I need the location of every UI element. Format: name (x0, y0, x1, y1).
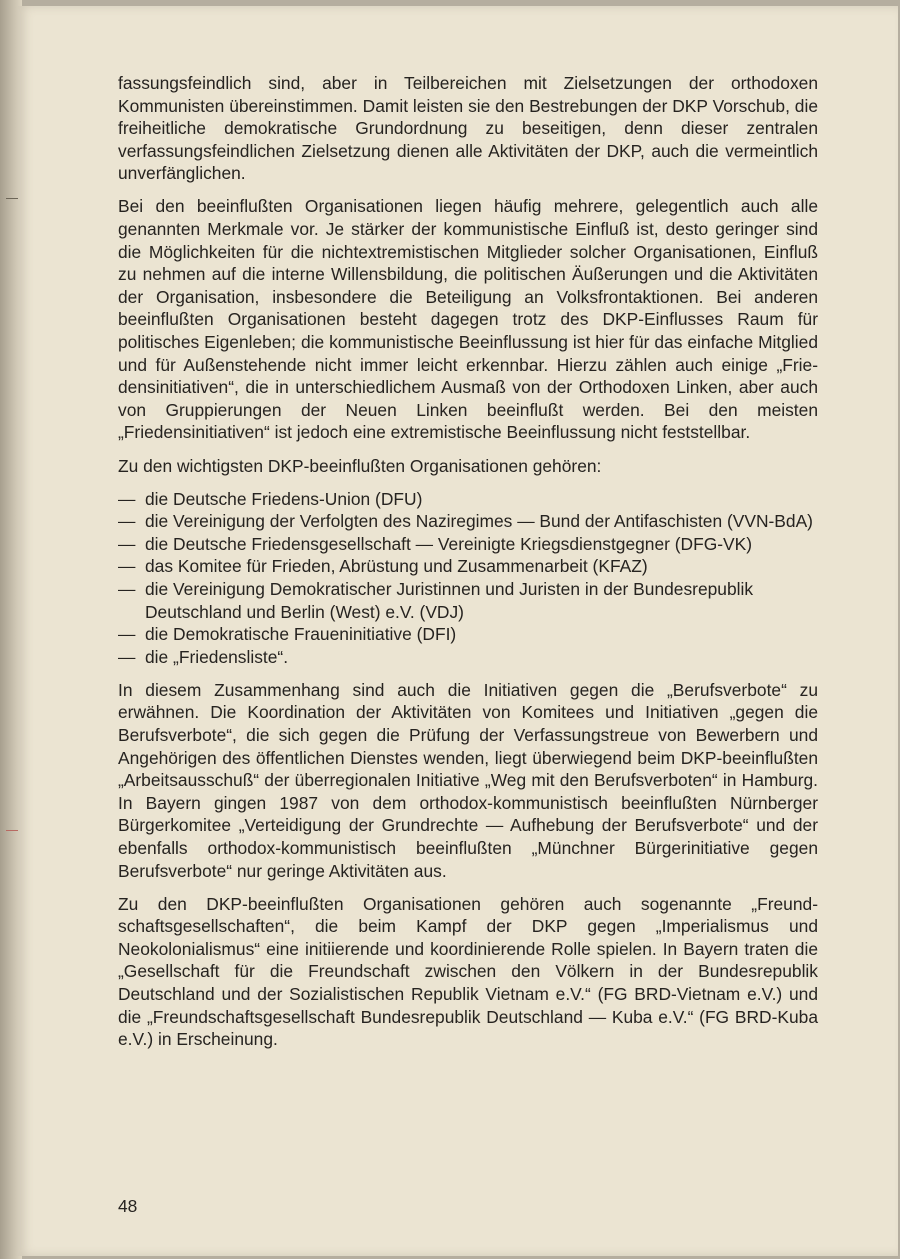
organization-list (118, 488, 818, 669)
paragraph-4: In diesem Zusammenhang sind auch die Initiativen gegen die „Berufsverbote“ zu erwähnen. Die Koordination der Aktivitäten von Komitees und Initiativen „gegen die Berufsverbote“, die sich gegen die Prüfung der Verfassungstreue von Bewerbern und Angehörigen des öffentlichen Dienstes wenden, liegt überwiegend beim DKP-beeinflußten „Arbeitsausschuß“ der überregionalen Initiative „Weg mit den Berufsverboten“ in Hamburg. In Bayern gingen 1987 von dem orthodox-kommunistisch beeinflußten Nürnberger Bürgerkomitee „Verteidigung der Grundrechte — Aufhebung der Berufsverbote“ und der ebenfalls orthodox-kommunistisch beeinflußten „Münchner Bürgerinitiative gegen Berufsverbote“ nur geringe Aktivitäten aus. (118, 679, 818, 881)
list-item: — die Demokratische Fraueninitiative (DFI) (118, 623, 818, 646)
list-item: — das Komitee für Frieden, Abrüstung und Zusammenarbeit (KFAZ) (118, 555, 818, 578)
paragraph-2: Bei den beeinflußten Organisationen liegen häufig mehrere, gelegentlich auch alle genannten Merkmale vor. Je stärker der kommunistische Einfluß ist, desto geringer sind die Möglichkeiten für die nichtextremistischen Mitglieder solcher Organisationen, Einfluß zu nehmen auf die interne Willensbildung, die politischen Äußerungen und die Aktivitäten der Organisation, insbesondere die Beteiligung an Volksfrontaktionen. Bei anderen beeinflußten Organisationen besteht dagegen trotz des DKP-Einflusses Raum für politisches Eigenleben; die kommunistische Beeinflussung ist hier für das einfache Mitglied und für Außenstehende nicht immer leicht erkennbar. Hierzu zählen auch einige „Friedensinitiativen“, die in unterschiedlichem Ausmaß von der Orthodoxen Linken, aber auch von Gruppierungen der Neuen Linken beeinflußt werden. Bei den meisten „Friedensinitiativen“ ist jedoch eine extremistische Beeinflussung nicht feststellbar. (118, 196, 818, 443)
list-item: — die Deutsche Friedensgesellschaft — Vereinigte Kriegsdienstgegner (DFG-VK) (118, 533, 818, 556)
paragraph-1: fassungsfeindlich sind, aber in Teilbereichen mit Zielsetzungen der orthodoxen Kommunisten übereinstimmen. Damit leisten sie den Bestrebungen der DKP Vorschub, die freiheitliche demokratische Grundordnung zu beseitigen, denn dieser zentralen verfassungsfeindlichen Zielsetzung dienen alle Aktivitäten der DKP, auch die vermeintlich unverfänglichen. (118, 73, 818, 184)
page-number: 48 (118, 1196, 138, 1216)
list-item: — die Vereinigung Demokratischer Juristinnen und Juristen in der Bundesrepublik Deutschland und Berlin (West) e.V. (VDJ) (118, 578, 818, 623)
list-item: — die Vereinigung der Verfolgten des Naziregimes — Bund der Antifaschisten (VVN-BdA) (118, 510, 818, 533)
list-item: — die Deutsche Friedens-Union (DFU) (118, 488, 818, 511)
page-body (118, 72, 818, 1061)
paragraph-5: Zu den DKP-beeinflußten Organisationen gehören auch sogenannte „Freundschaftsgesellschaften“, die beim Kampf der DKP gegen „Imperialismus und Neokolonialismus“ eine initiierende und koordinierende Rolle spielen. In Bayern traten die „Gesellschaft für die Freundschaft zwischen den Völkern in der Bundesrepublik Deutschland und der Sozialistischen Republik Vietnam e.V.“ (FG BRD-Vietnam e.V.) und die „Freundschaftsgesellschaft Bundesrepublik Deutschland — Kuba e.V.“ (FG BRD-Kuba e.V.) in Erscheinung. (118, 893, 818, 1050)
paragraph-3: Zu den wichtigsten DKP-beeinflußten Organisationen gehören: (118, 455, 602, 476)
list-item: — die „Friedensliste“. (118, 646, 818, 669)
